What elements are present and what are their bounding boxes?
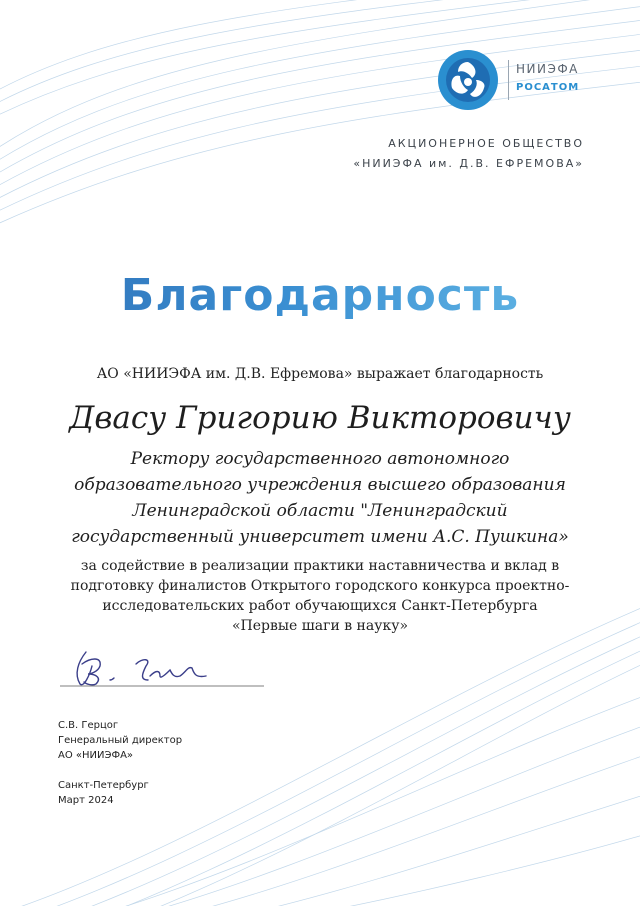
city: Санкт-Петербург	[58, 780, 149, 791]
recipient-name: Двасу Григорию Викторовичу	[69, 400, 571, 436]
intro-text: АО «НИИЭФА им. Д.В. Ефремова» выражает благодарность	[96, 366, 544, 382]
organization-line-1: АКЦИОНЕРНОЕ ОБЩЕСТВО	[388, 137, 584, 150]
reason-line: «Первые шаги в науку»	[231, 618, 409, 634]
signer-title: Генеральный директор	[58, 735, 183, 746]
signer-org: АО «НИИЭФА»	[58, 750, 134, 761]
logo-corporation: РОСАТОМ	[516, 82, 580, 93]
organization-header	[353, 134, 584, 174]
date: Март 2024	[58, 795, 114, 806]
reason-line: исследовательских работ обучающихся Санкт-Петербурга	[102, 598, 538, 614]
reason-line: подготовку финалистов Открытого городского конкурса проектно-	[70, 578, 570, 594]
logo-divider	[508, 60, 509, 100]
rosatom-logo-icon	[436, 48, 500, 112]
certificate-title: Благодарность	[0, 270, 640, 321]
signer-block	[58, 718, 182, 763]
logo-name: НИИЭФА	[516, 62, 579, 76]
handwritten-signature	[56, 644, 266, 690]
position-line: Ленинградской области "Ленинградский	[132, 501, 508, 521]
reason-text	[60, 556, 580, 636]
logo-block	[436, 48, 606, 118]
position-line: образовательного учреждения высшего образования	[74, 475, 566, 495]
signer-name: С.В. Герцог	[58, 720, 119, 731]
organization-line-2: «НИИЭФА им. Д.В. ЕФРЕМОВА»	[353, 157, 584, 170]
position-line: Ректору государственного автономного	[130, 449, 510, 469]
place-date-block	[58, 778, 149, 808]
recipient-position	[60, 446, 580, 550]
reason-line: за содействие в реализации практики наставничества и вклад в	[80, 558, 560, 574]
position-line: государственный университет имени А.С. Пушкина»	[71, 527, 569, 547]
